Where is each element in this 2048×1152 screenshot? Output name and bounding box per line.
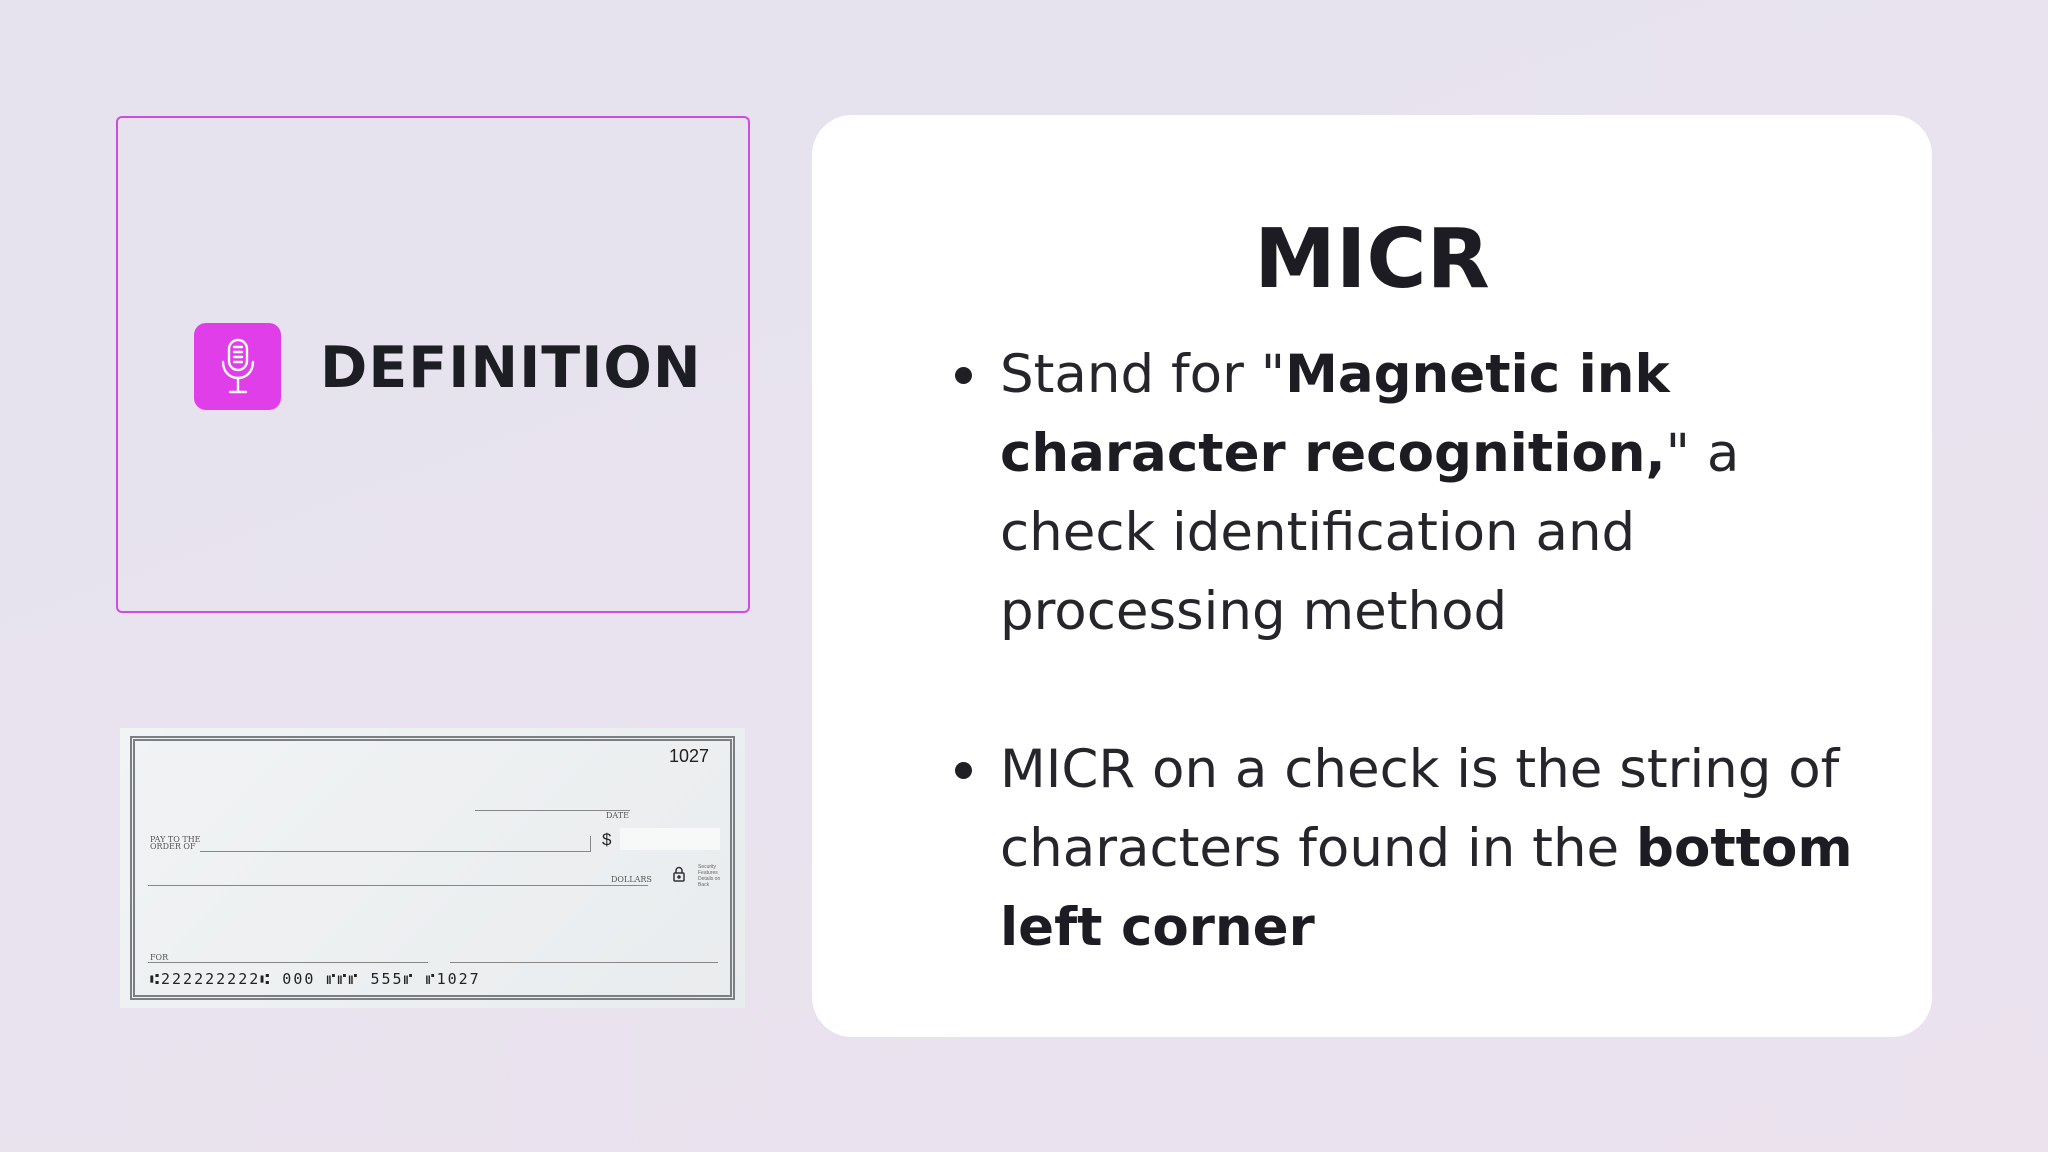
bullet-1-suffix: " a check identification and processing method (1000, 423, 1740, 642)
bullet-list (1000, 335, 1900, 967)
check-border (130, 736, 735, 1000)
bullet-2-prefix: MICR on a check is the string of characters found in the (1000, 739, 1840, 879)
bullet-1-bold: Magnetic ink character recognition, (1000, 344, 1670, 484)
check-number: 1027 (668, 746, 709, 766)
written-amount-line (148, 885, 648, 886)
security-line-2: Features (698, 870, 718, 876)
bullet-definition (1000, 335, 1900, 651)
dollar-sign: $ (602, 830, 612, 849)
lock-icon (673, 866, 685, 886)
micr-line: ⑆222222222⑆ 000 ⑈⑈⑈ 555⑈ ⑈1027 (150, 970, 481, 988)
memo-label: FOR (150, 953, 169, 962)
security-line-1: Security (698, 864, 717, 870)
security-line-3: Details on (698, 876, 721, 882)
payee-line-end (590, 836, 591, 852)
payee-line (200, 851, 590, 852)
date-label: DATE (606, 811, 629, 820)
bullet-dot (955, 762, 972, 779)
micr-card (812, 115, 1932, 1037)
definition-label: DEFINITION (320, 335, 702, 401)
bullet-dot (955, 367, 972, 384)
security-line-4: Back (698, 882, 710, 888)
bullet-2-bold: bottom left corner (1000, 818, 1853, 958)
amount-box (620, 828, 720, 850)
payee-label-line2: ORDER OF (150, 842, 196, 851)
definition-panel (116, 116, 750, 613)
dollars-label: DOLLARS (611, 875, 652, 884)
payee-label-line1: PAY TO THE (150, 835, 201, 844)
check-image (120, 728, 745, 1008)
bullet-location (1000, 730, 1900, 967)
memo-line (148, 962, 428, 963)
bullet-1-prefix: Stand for " (1000, 344, 1286, 405)
signature-line (450, 962, 718, 963)
microphone-icon (194, 323, 281, 410)
card-title: MICR (1254, 212, 1490, 307)
security-features-note (698, 864, 726, 888)
